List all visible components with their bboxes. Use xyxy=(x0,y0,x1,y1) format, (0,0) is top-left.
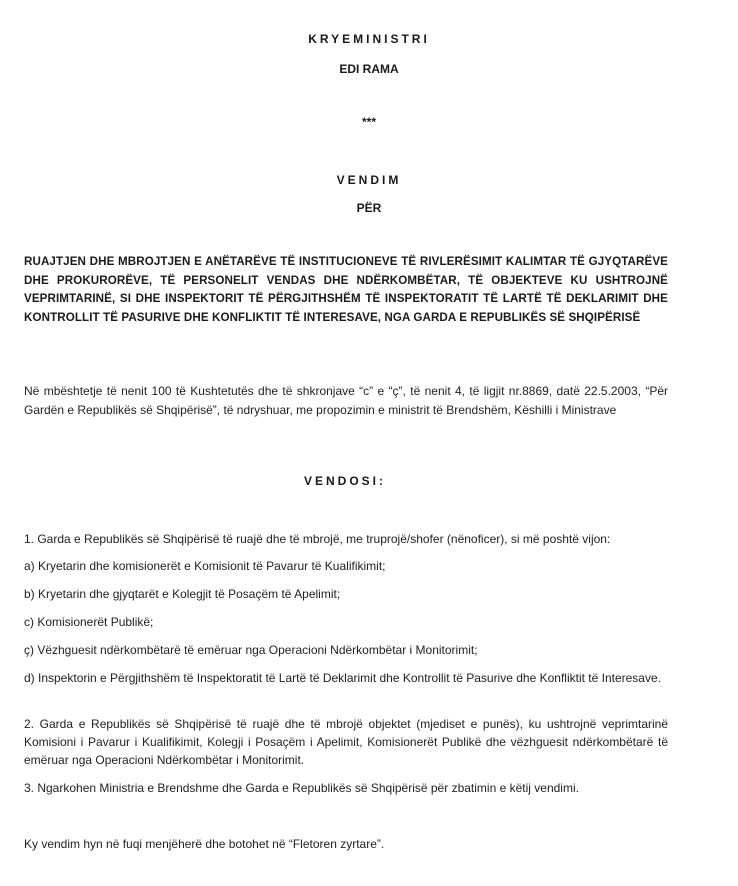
article-2: 2. Garda e Republikës së Shqipërisë të ruajë dhe të mbrojë objektet (mjediset e punës), ku ushtrojnë veprimtarinë Komisioni i Pavarur i Kualifikimit, Kolegji i Posaçëm i Apelimit, Komisionerët Publikë dhe vëzhguesit ndërkombëtarë të emëruar nga Operacioni Ndërkombëtar i Monitorimit. xyxy=(24,717,668,767)
article-1: 1. Garda e Republikës së Shqipërisë të ruajë dhe të mbrojë, me truprojë/shofer (nënoficer), si më poshtë vijon: xyxy=(24,532,611,546)
prime-minister-name: EDI RAMA xyxy=(339,62,399,76)
separator-stars: *** xyxy=(361,115,376,129)
preamble-paragraph: Në mbështetje të nenit 100 të Kushtetutës dhe të shkronjave “c” e “ç”, të nenit 4, të ligjit nr.8869, datë 22.5.2003, “Për Gardën e Republikës së Shqipërisë”, të ndryshuar, me propozimin e ministrit të Brendshëm, Këshilli i Ministrave xyxy=(24,384,668,417)
article-1-item-d: d) Inspektorin e Përgjithshëm të Inspektoratit të Lartë të Deklarimit dhe Kontrollit të Pasurive dhe Konfliktit të Interesave. xyxy=(24,671,661,685)
decision-for: PËR xyxy=(356,201,382,215)
office-title: KRYEMINISTRI xyxy=(308,32,430,46)
decides-heading: VENDOSI: xyxy=(303,474,386,488)
closing-statement: Ky vendim hyn në fuqi menjëherë dhe botohet në “Fletoren zyrtare”. xyxy=(24,837,385,851)
decision-title: RUAJTJEN DHE MBROJTJEN E ANËTARËVE TË INSTITUCIONEVE TË RIVLERËSIMIT KALIMTAR TË GJYQTARËVE DHE PROKURORËVE, TË PERSONELIT VENDAS DHE NDËRKOMBËTAR, TË OBJEKTEVE KU USHTROJNË VEPRIMTARINË, SI DHE INSPEKTORIT TË PËRGJITHSHËM TË INSPEKTORATIT TË LARTË TË DEKLARIMIT DHE KONTROLLIT TË PASURIVE DHE KONFLIKTIT TË INTERESAVE, NGA GARDA E REPUBLIKËS SË SHQIPËRISË xyxy=(24,255,668,324)
article-1-item-cc: ç) Vëzhguesit ndërkombëtarë të emëruar nga Operacioni Ndërkombëtar i Monitorimit; xyxy=(24,643,478,657)
article-1-item-c: c) Komisionerët Publikë; xyxy=(24,615,154,629)
article-1-item-a: a) Kryetarin dhe komisionerët e Komisionit të Pavarur të Kualifikimit; xyxy=(24,559,386,573)
decision-heading: VENDIM xyxy=(336,173,402,187)
article-1-item-b: b) Kryetarin dhe gjyqtarët e Kolegjit të Posaçëm të Apelimit; xyxy=(24,587,341,601)
article-3: 3. Ngarkohen Ministria e Brendshme dhe Garda e Republikës së Shqipërisë për zbatimin e këtij vendimi. xyxy=(24,781,579,795)
